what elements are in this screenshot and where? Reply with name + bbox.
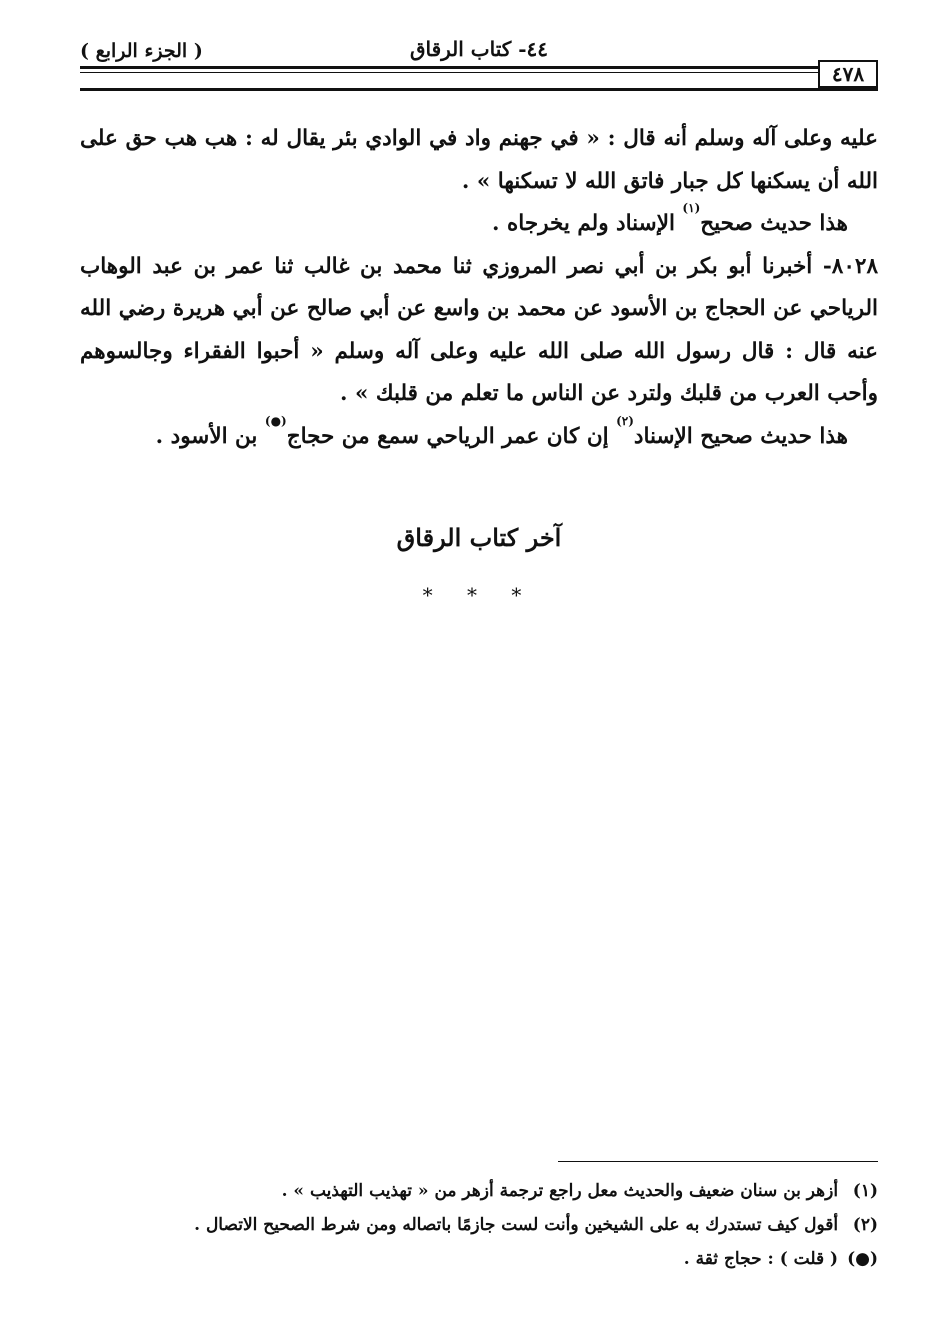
header-rule-bottom (80, 88, 878, 91)
grading-text-b: الإسناد ولم يخرجاه . (492, 211, 683, 236)
volume-part: ( الجزء الرابع ) (80, 40, 203, 62)
footnote-ref-3: (●) (264, 413, 287, 428)
header-rule-thick (80, 66, 818, 69)
footnotes (80, 1174, 878, 1276)
grading-text-a: هذا حديث صحيح (700, 211, 848, 236)
section-end-heading: آخر كتاب الرقاق (396, 523, 562, 552)
footnote-text: أقول كيف تستدرك به على الشيخين وأنت لست جازمًا باتصاله ومن شرط الصحيح الاتصال . (194, 1215, 839, 1235)
footnote-rule (558, 1161, 878, 1162)
footnote-text: أزهر بن سنان ضعيف والحديث معل راجع ترجمة أزهر من « تهذيب التهذيب » . (281, 1181, 839, 1201)
chapter-title: ٤٤- كتاب الرقاق (409, 37, 549, 61)
grading2-text-c: بن الأسود . (155, 423, 265, 449)
footnote-number: (●) (847, 1249, 878, 1269)
paragraph-grading-2 (80, 413, 878, 459)
footnote-number: (٢) (852, 1215, 878, 1235)
grading2-text-a: هذا حديث صحيح الإسناد (633, 423, 848, 449)
footnote-number: (١) (852, 1181, 878, 1201)
footnote-1 (80, 1174, 878, 1208)
section-separator-stars: * * * (422, 583, 536, 607)
footnote-ref-1: (١) (682, 201, 701, 215)
footnote-3 (80, 1242, 878, 1276)
paragraph-continuation: عليه وعلى آله وسلم أنه قال : « في جهنم واد في الوادي بئر يقال له : هب هب حق على الله أن يسكنها كل جبار فاتق الله لا تسكنها » . (80, 126, 878, 194)
grading2-text-b: إن كان عمر الرياحي سمع من حجاج (286, 423, 617, 449)
paragraph-grading-1 (80, 203, 878, 246)
page-header (80, 36, 878, 94)
footnote-2 (80, 1208, 878, 1242)
header-rule-thin (80, 72, 818, 73)
hadith-text: أبو بكر بن أبي نصر المروزي ثنا محمد بن غالب ثنا عمر بن عبد الوهاب الرياحي عن الحجاج بن الأسود عن محمد بن واسع عن أبي صالح عن أبي هريرة رضي الله عنه قال : قال رسول الله صلى الله عليه وعلى آله وسلم « أحبوا الفقراء وجالسوهم وأحب العرب من قلبك ولترد عن الناس ما تعلم من قلبك » . (80, 253, 878, 406)
footnote-text: ( قلت ) : حجاج ثقة . (683, 1249, 839, 1269)
paragraph-hadith-8028 (80, 246, 878, 416)
main-text (80, 118, 878, 458)
page-number: ٤٧٨ (818, 60, 878, 88)
hadith-number: ٨٠٢٨- أخبرنا (762, 253, 878, 279)
footnote-ref-2: (٢) (616, 413, 634, 428)
